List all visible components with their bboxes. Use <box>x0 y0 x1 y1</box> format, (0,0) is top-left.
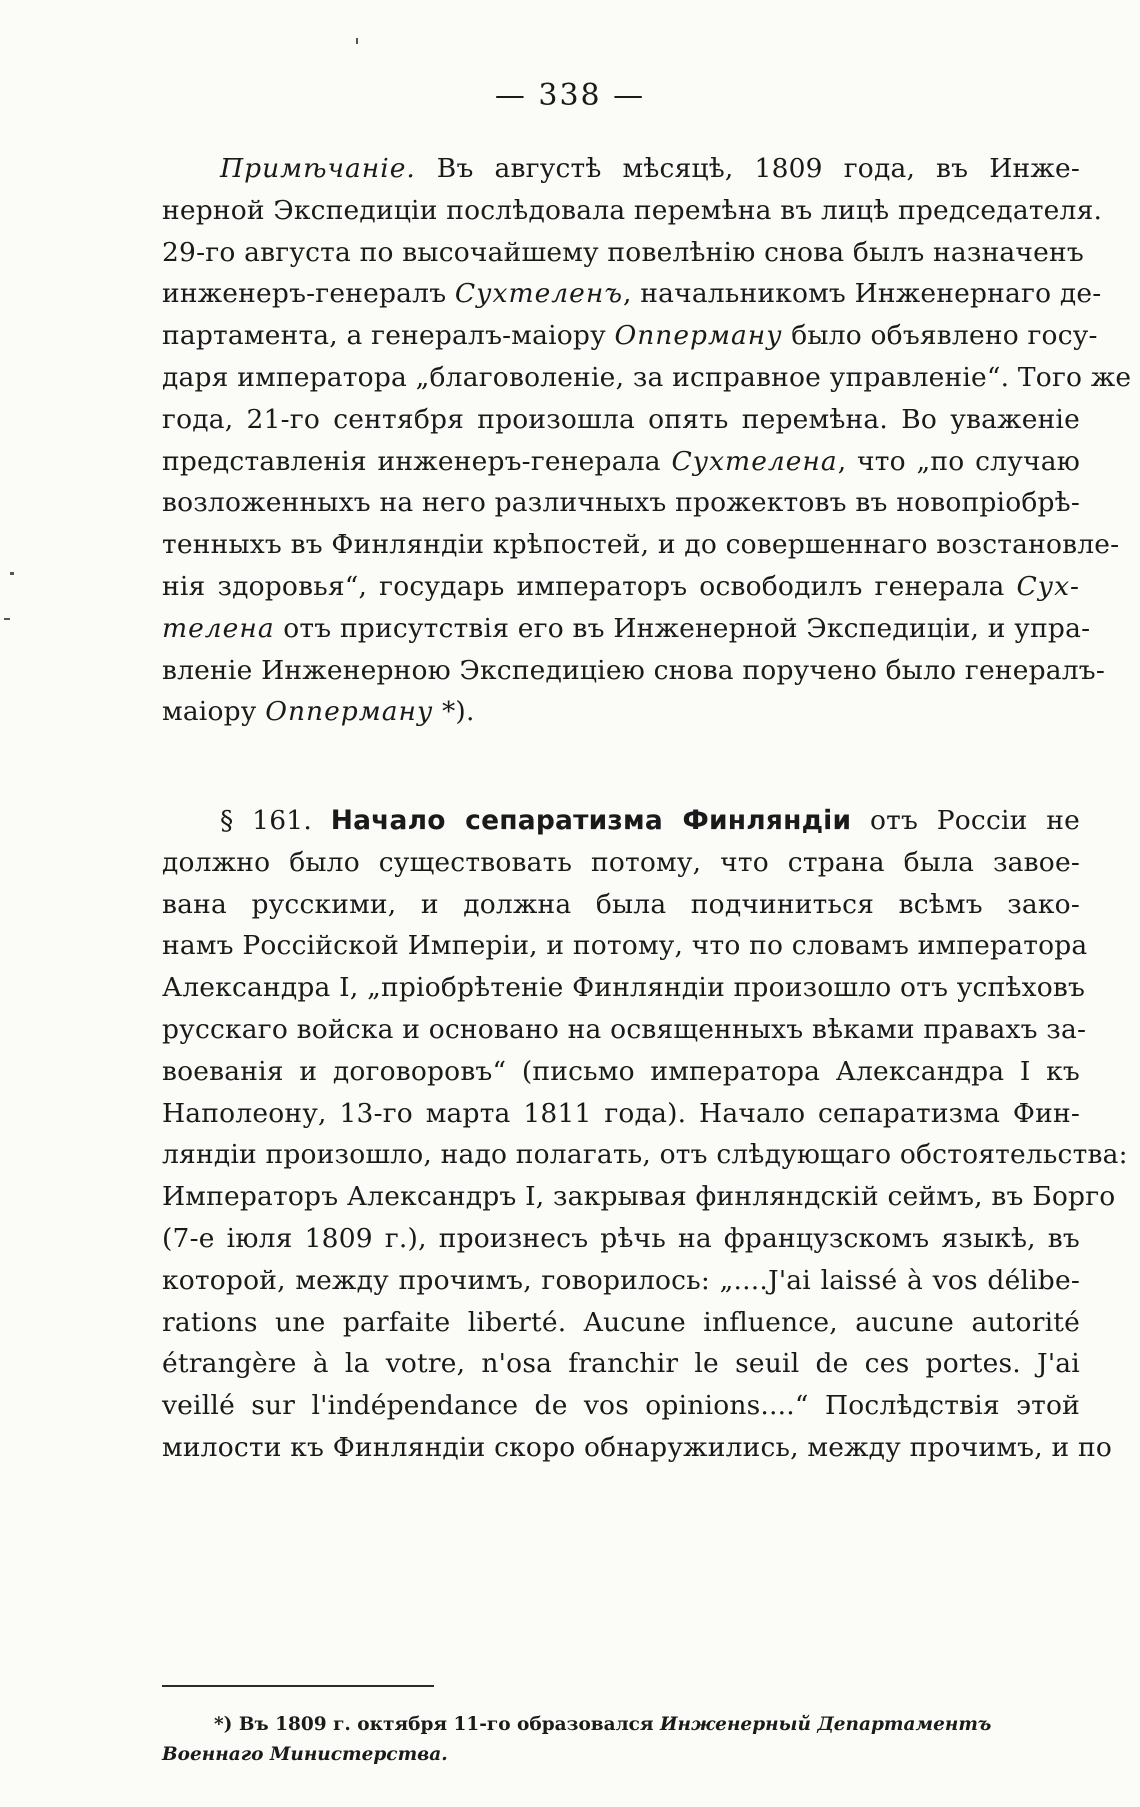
text-line: должно было существовать потому, что страна была завое- <box>162 846 1080 878</box>
text-line: ляндіи произошло, надо полагать, отъ слѣдующаго обстоятельства: <box>162 1139 1128 1171</box>
text-line: Наполеону, 13-го марта 1811 года). Начало сепаратизма Фин- <box>162 1097 1080 1129</box>
text-line: которой, между прочимъ, говорилось: „....J'ai laissé à vos délibe- <box>162 1264 1080 1296</box>
text-line: года, 21-го сентября произошла опять перемѣна. Во уваженіе <box>162 403 1080 435</box>
italic-name: Опперману <box>614 320 783 352</box>
text-line: 29-го августа по высочайшему повелѣнію снова былъ назначенъ <box>162 236 1084 268</box>
text-line: маіору Опперману *). <box>162 696 475 728</box>
text-line: нерной Экспедиціи послѣдовала перемѣна въ лицѣ председателя. <box>162 194 1103 226</box>
text-line: Александра I, „пріобрѣтеніе Финляндіи произошло отъ успѣховъ <box>162 972 1086 1004</box>
page-number: — 338 — <box>494 78 646 113</box>
text-line: воеванія и договоровъ“ (письмо императора Александра I къ <box>162 1055 1080 1087</box>
text-line: étrangère à la votre, n'osa franchir le seuil de ces portes. J'ai <box>162 1348 1080 1380</box>
text-line: даря императора „благоволеніе, за исправное управленіе“. Того же <box>162 361 1132 393</box>
text-line: партамента, а генералъ-маіору Опперману было объявлено госу- <box>162 320 1098 352</box>
italic-name: Сух- <box>1016 570 1080 602</box>
text-line: (7-е іюля 1809 г.), произнесъ рѣчь на французскомъ языкѣ, въ <box>162 1222 1080 1254</box>
text-line: намъ Россійской Имперіи, и потому, что по словамъ императора <box>162 930 1088 962</box>
footnote-line: Военнаго Министерства. <box>162 1744 448 1765</box>
text-line: возложенныхъ на него различныхъ прожектовъ въ новопріобрѣ- <box>162 487 1080 519</box>
italic-name: Опперману <box>265 696 434 728</box>
text-line: rations une parfaite liberté. Aucune influence, aucune autorité <box>162 1306 1080 1338</box>
text-line: veillé sur l'indépendance de vos opinions....“ Послѣдствія этой <box>162 1390 1080 1422</box>
text-line: нія здоровья“, государь императоръ освободилъ генерала Сух- <box>162 570 1080 602</box>
text-line: представленія инженеръ-генерала Сухтелена, что „по случаю <box>162 445 1080 477</box>
italic-name: Сухтелена <box>671 445 838 477</box>
note-label: Примѣчаніе. <box>220 153 416 184</box>
section-heading-line: § 161. Начало сепаратизма Финляндіи отъ Россіи не <box>220 805 1081 836</box>
scan-mark <box>10 572 14 575</box>
section-heading: Начало сепаратизма Финляндіи <box>330 805 852 836</box>
italic-name: телена <box>162 612 275 644</box>
text-line: Примѣчаніе. Въ августѣ мѣсяцѣ, 1809 года, въ Инже- <box>220 153 1080 184</box>
text-line: вана русскими, и должна была подчиниться всѣмъ зако- <box>162 888 1080 920</box>
text-line: телена отъ присутствія его въ Инженерной Экспедиціи, и упра- <box>162 612 1091 644</box>
text-line: тенныхъ въ Финляндіи крѣпостей, и до совершеннаго возстановле- <box>162 529 1120 561</box>
footnote-line: *) Въ 1809 г. октября 11-го образовался Инженерный Департаментъ <box>214 1714 992 1735</box>
text-line: милости къ Финляндіи скоро обнаружились, между прочимъ, и по <box>162 1431 1112 1463</box>
text-line: Императоръ Александръ I, закрывая финляндскій сеймъ, въ Борго <box>162 1181 1116 1213</box>
footnote <box>162 1710 1080 1770</box>
scan-mark <box>4 618 10 620</box>
italic-name: Сухтеленъ <box>454 278 623 310</box>
text-line: русскаго войска и основано на освященныхъ вѣками правахъ за- <box>162 1013 1087 1045</box>
note-paragraph <box>162 148 1132 733</box>
footnote-divider <box>162 1685 434 1687</box>
scan-mark <box>356 38 358 44</box>
section-161 <box>162 800 1128 1469</box>
text-line: инженеръ-генералъ Сухтеленъ, начальникомъ Инженернаго де- <box>162 278 1102 310</box>
section-number: § 161. <box>220 805 312 836</box>
text-line: вленіе Инженерною Экспедиціею снова поручено было генералъ- <box>162 654 1106 686</box>
